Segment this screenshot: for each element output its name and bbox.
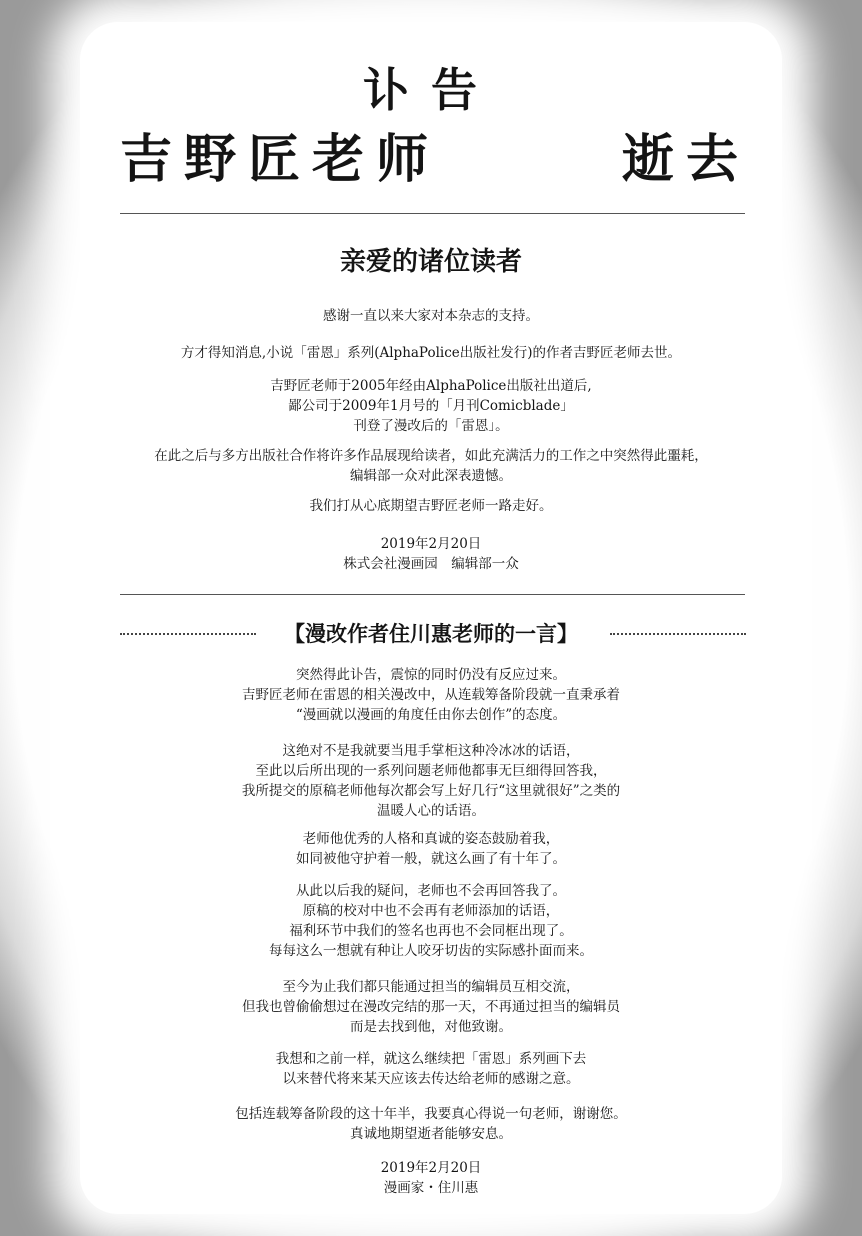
notice-headline [120, 126, 750, 194]
section2-signature: 2019年2月20日 漫画家・住川惠 [380, 1160, 482, 1196]
section2-paragraph: 我想和之前一样，就这么继续把「雷恩」系列画下去 以来替代将来某天应该去传达给老师的感谢之意。 [275, 1051, 587, 1087]
divider-middle [120, 594, 745, 595]
headline-verb: 逝去 [621, 129, 750, 190]
section1-paragraph: 吉野匠老师于2005年经由AlphaPolice出版社出道后, 鄙公司于2009年1月号的「月刊Comicblade」 刊登了漫改后的「雷恩」。 [270, 378, 592, 434]
section2-paragraph: 这绝对不是我就要当甩手掌柜这种冷冰冰的话语， 至此以后所出现的一系列问题老师他都事无巨细得回答我， 我所提交的原稿老师他每次都会写上好几行“这里就很好”之类的 温暖人心的话语。 [241, 743, 621, 819]
section1-paragraph: 方才得知消息,小说「雷恩」系列(AlphaPolice出版社发行)的作者吉野匠老师去世。 [180, 345, 682, 361]
deceased-name: 吉野匠老师 [120, 129, 441, 190]
section1-paragraph: 感谢一直以来大家对本杂志的支持。 [323, 308, 539, 324]
section2-paragraph: 至今为止我们都只能通过担当的编辑员互相交流， 但我也曾偷偷想过在漫改完结的那一天，不再通过担当的编辑员 而是去找到他，对他致谢。 [242, 979, 620, 1035]
section1-paragraph: 在此之后与多方出版社合作将许多作品展现给读者，如此充满活力的工作之中突然得此噩耗， 编辑部一众对此深表遗憾。 [154, 448, 708, 484]
section2-heading: 【漫改作者住川惠老师的一言】 [284, 621, 578, 646]
section2-paragraph: 老师他优秀的人格和真诚的姿态鼓励着我， 如同被他守护着一般，就这么画了有十年了。 [296, 831, 566, 867]
section2-paragraph: 突然得此讣告，震惊的同时仍没有反应过来。 吉野匠老师在雷恩的相关漫改中，从连载筹备阶段就一直秉承着 “漫画就以漫画的角度任由你去创作”的态度。 [242, 667, 620, 723]
notice-title: 讣告 [363, 63, 499, 117]
section2-paragraph: 从此以后我的疑问，老师也不会再回答我了。 原稿的校对中也不会再有老师添加的话语， 福利环节中我们的签名也再也不会同框出现了。 每每这么一想就有种让人咬牙切齿的实际感扑面而来。 [269, 883, 593, 959]
divider-top [120, 213, 745, 214]
heading-dotted-line-right [610, 633, 746, 635]
section1-signature: 2019年2月20日 株式会社漫画园 编辑部一众 [343, 536, 519, 572]
section2-paragraph: 包括连载筹备阶段的这十年半，我要真心得说一句老师，谢谢您。 真诚地期望逝者能够安息。 [235, 1106, 627, 1142]
section1-heading: 亲爱的诸位读者 [339, 247, 522, 277]
section1-paragraph: 我们打从心底期望吉野匠老师一路走好。 [309, 498, 553, 514]
